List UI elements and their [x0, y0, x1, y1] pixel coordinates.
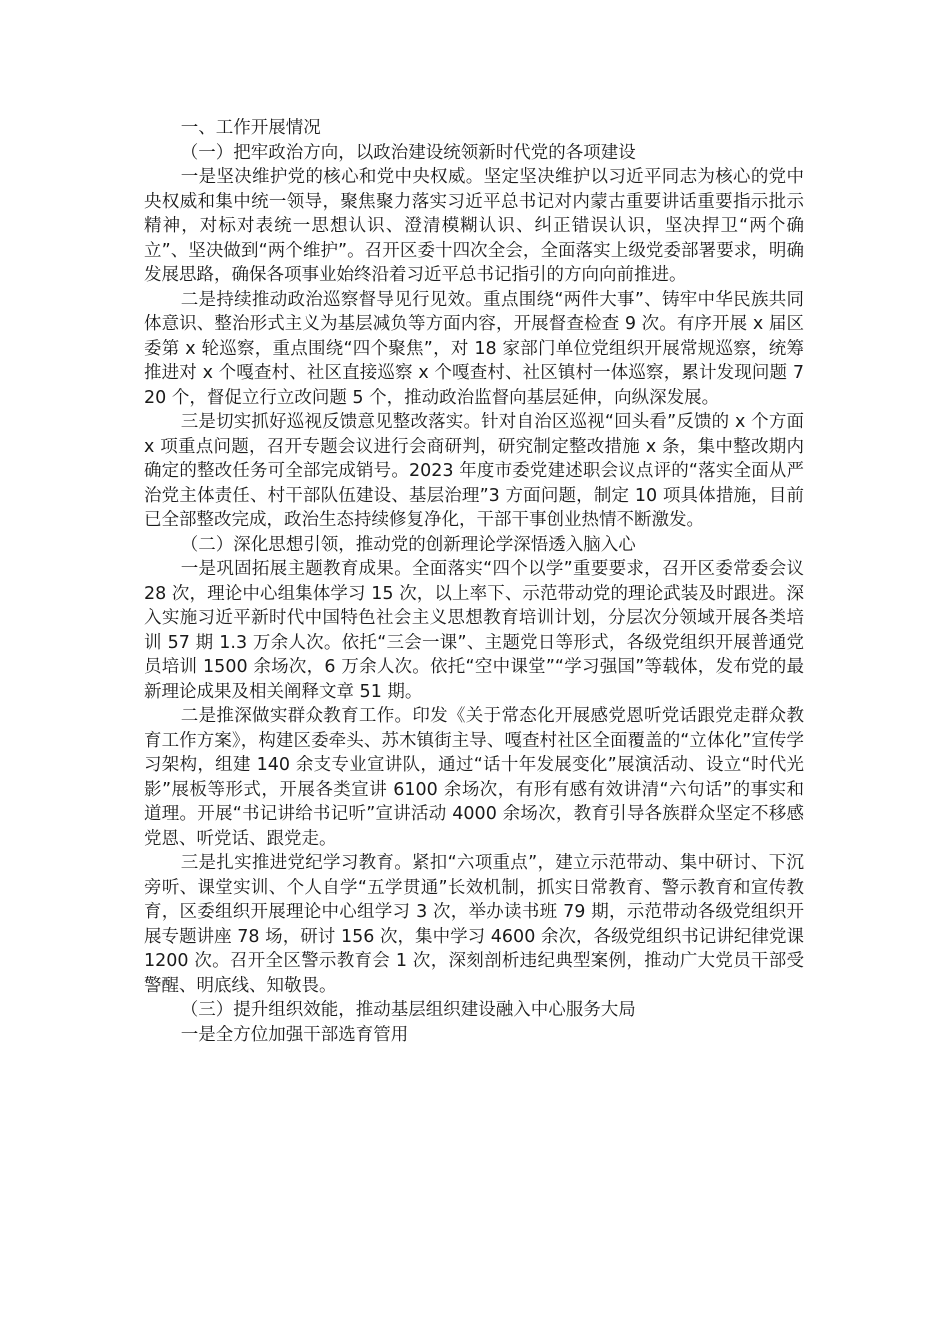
section-heading: 一、工作开展情况 [180, 118, 321, 138]
subsection-heading: （一）把牢政治方向，以政治建设统领新时代党的各项建设 [180, 142, 636, 163]
subsection-heading: （三）提升组织效能，推动基层组织建设融入中心服务大局 [180, 1000, 636, 1020]
subsection-heading: （二）深化思想引领，推动党的创新理论学深悟透入脑入心 [180, 534, 636, 555]
document-body [144, 116, 804, 1047]
body-paragraph: 三是切实抓好巡视反馈意见整改落实。针对自治区巡视“回头看”反馈的 x 个方面 x 项重点问题，召开专题会议进行会商研判，研究制定整改措施 x 条，集中整改期内确定的整改任务可全部完成销号。2023 年度市委党建述职会议点评的“落实全面从严治党主体责任、村干部队伍建设、基层治理”3 方面问题，制定 10 项具体措施，目前已全部整改完成，政治生态持续修复净化，干部干事创业热情不断激发。 [144, 412, 804, 530]
body-paragraph: 二是持续推动政治巡察督导见行见效。重点围绕“两件大事”、铸牢中华民族共同体意识、整治形式主义为基层减负等方面内容，开展督查检查 9 次。有序开展 x 届区委第 x 轮巡察，重点围绕“四个聚焦”，对 18 家部门单位党组织开展常规巡察，统筹推进对 x 个嘎查村、社区直接巡察 x 个嘎查村、社区镇村一体巡察，累计发现问题 720 个，督促立行立改问题 5 个，推动政治监督向基层延伸，向纵深发展。 [144, 289, 804, 408]
body-paragraph: 一是坚决维护党的核心和党中央权威。坚定坚决维护以习近平同志为核心的党中央权威和集中统一领导，聚焦聚力落实习近平总书记对内蒙古重要讲话重要指示批示精神，对标对表统一思想认识、澄清模糊认识、纠正错误认识，坚决捍卫“两个确立”、坚决做到“两个维护”。召开区委十四次全会，全面落实上级党委部署要求，明确发展思路，确保各项事业始终沿着习近平总书记指引的方向向前推进。 [144, 167, 804, 285]
body-paragraph: 二是推深做实群众教育工作。印发《关于常态化开展感党恩听党话跟党走群众教育工作方案》，构建区委牵头、苏木镇街主导、嘎查村社区全面覆盖的“立体化”宣传学习架构，组建 140 余支专业宣讲队，通过“话十年发展变化”展演活动、设立“时代光影”展板等形式，开展各类宣讲 6100 余场次，有形有感有效讲清“六句话”的事实和道理。开展“书记讲给书记听”宣讲活动 4000 余场次，教育引导各族群众坚定不移感党恩、听党话、跟党走。 [144, 706, 804, 849]
body-paragraph: 三是扎实推进党纪学习教育。紧扣“六项重点”，建立示范带动、集中研讨、下沉旁听、课堂实训、个人自学“五学贯通”长效机制，抓实日常教育、警示教育和宣传教育，区委组织开展理论中心组学习 3 次，举办读书班 79 期，示范带动各级党组织开展专题讲座 78 场，研讨 156 次，集中学习 4600 余次，各级党组织书记讲纪律党课 1200 次。召开全区警示教育会 1 次，深刻剖析违纪典型案例，推动广大党员干部受警醒、明底线、知敬畏。 [144, 853, 804, 996]
body-paragraph: 一是巩固拓展主题教育成果。全面落实“四个以学”重要要求，召开区委常委会议 28 次，理论中心组集体学习 15 次，以上率下、示范带动党的理论武装及时跟进。深入实施习近平新时代中国特色社会主义思想教育培训计划，分层次分领域开展各类培训 57 期 1.3 万余人次。依托“三会一课”、主题党日等形式，各级党组织开展普通党员培训 1500 余场次，6 万余人次。依托“空中课堂”“学习强国”等载体，发布党的最新理论成果及相关阐释文章 51 期。 [144, 559, 804, 702]
body-paragraph: 一是全方位加强干部选育管用 [180, 1024, 409, 1045]
